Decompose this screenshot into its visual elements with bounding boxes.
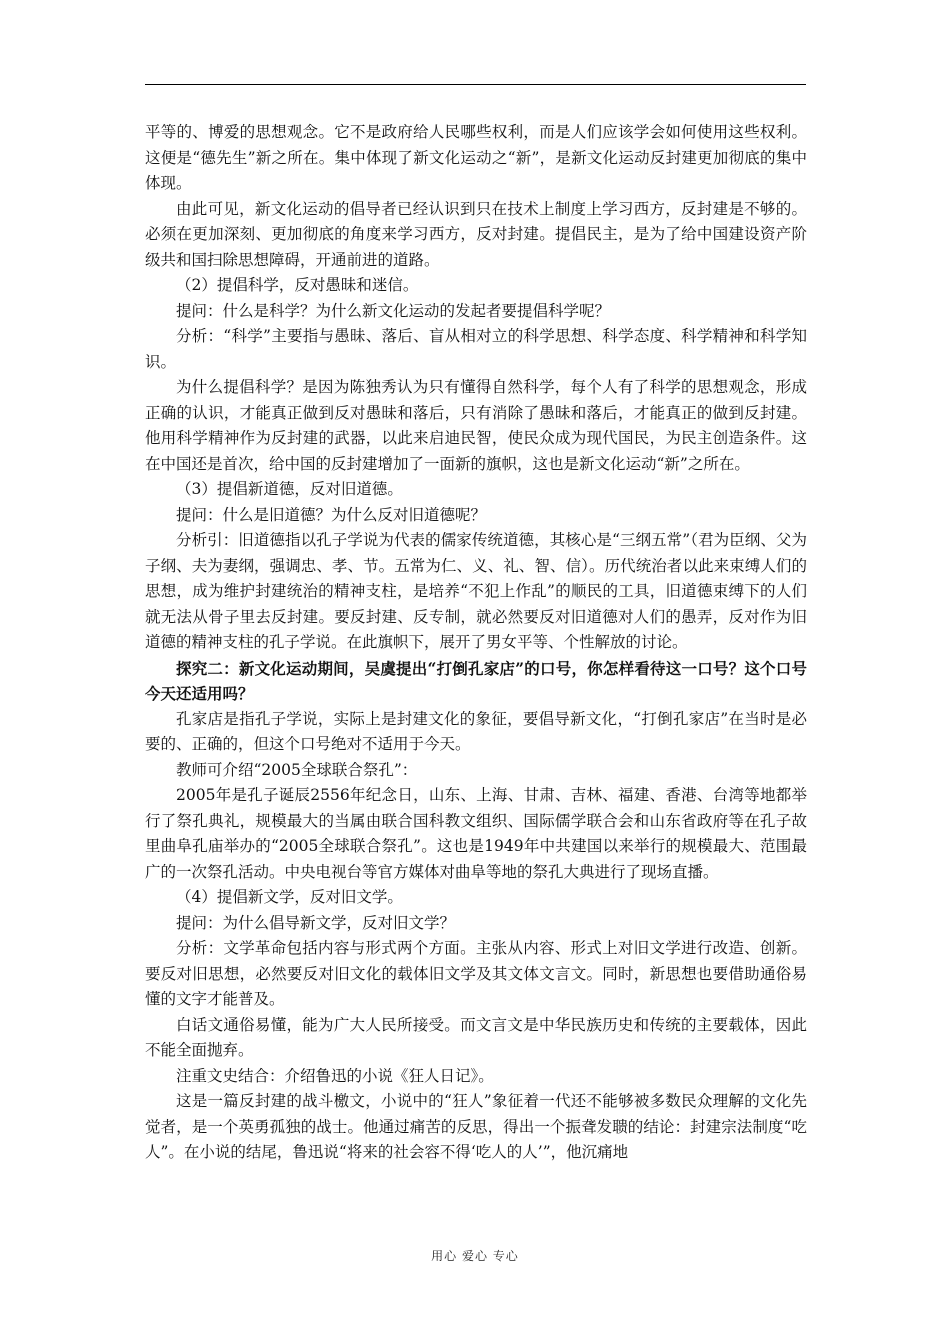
page-footer: 用心 爱心 专心 <box>431 1249 519 1263</box>
paragraph: 为什么提倡科学？是因为陈独秀认为只有懂得自然科学，每个人有了科学的思想观念，形成正确的认识，才能真正做到反对愚昧和落后，只有消除了愚昧和落后，才能真正的做到反封建。他用科学精神作为反封建的武器，以此来启迪民智，使民众成为现代国民，为民主创造条件。这在中国还是首次，给中国的反封建增加了一面新的旗帜，这也是新文化运动“新”之所在。 <box>145 378 807 473</box>
paragraph: 白话文通俗易懂，能为广大人民所接受。而文言文是中华民族历史和传统的主要载体，因此不能全面抛弃。 <box>145 1015 807 1059</box>
paragraph: 教师可介绍“2005全球联合祭孔”： <box>176 760 418 779</box>
question-paragraph: 提问：什么是旧道德？为什么反对旧道德呢？ <box>176 505 487 524</box>
header-rule <box>145 84 806 85</box>
inquiry-heading: 探究二：新文化运动期间，吴虞提出“打倒孔家店”的口号，你怎样看待这一口号？这个口号今天还适用吗？ <box>145 658 807 703</box>
paragraph: 这是一篇反封建的战斗檄文，小说中的“狂人”象征着一代还不能够被多数民众理解的文化先觉者，是一个英勇孤独的战士。他通过痛苦的反思，得出一个振聋发聩的结论：封建宗法制度“吃人”。在小说的结尾，鲁迅说“将来的社会容不得‘吃人的人’”，他沉痛地 <box>145 1092 807 1161</box>
analysis-paragraph: 分析：“科学”主要指与愚昧、落后、盲从相对立的科学思想、科学态度、科学精神和科学知识。 <box>145 327 807 371</box>
body-text <box>145 120 807 1166</box>
paragraph: 2005年是孔子诞辰2556年纪念日，山东、上海、甘肃、吉林、福建、香港、台湾等地都举行了祭孔典礼，规模最大的当属由联合国科教文组织、国际儒学联合会和山东省政府等在孔子故里曲阜孔庙举办的“2005全球联合祭孔”。这也是1949年中共建国以来举行的规模最大、范围最广的一次祭孔活动。中央电视台等官方媒体对曲阜等地的祭孔大典进行了现场直播。 <box>145 786 807 881</box>
analysis-paragraph: 分析引：旧道德指以孔子学说为代表的儒家传统道德，其核心是“三纲五常”（君为臣纲、父为子纲、夫为妻纲，强调忠、孝、节。五常为仁、义、礼、智、信）。历代统治者以此来束缚人们的思想，成为维护封建统治的精神支柱，是培养“不犯上作乱”的顺民的工具，旧道德束缚下的人们就无法从骨子里去反封建。要反封建、反专制，就必然要反对旧道德对人们的愚弄，反对作为旧道德的精神支柱的孔子学说。在此旗帜下，展开了男女平等、个性解放的讨论。 <box>145 531 807 651</box>
paragraph: 注重文史结合：介绍鲁迅的小说《狂人日记》。 <box>176 1066 494 1085</box>
section-heading: （3）提倡新道德，反对旧道德。 <box>176 480 403 498</box>
paragraph: 孔家店是指孔子学说，实际上是封建文化的象征，要倡导新文化，“打倒孔家店”在当时是必要的、正确的，但这个口号绝对不适用于今天。 <box>145 709 807 753</box>
paragraph: 由此可见，新文化运动的倡导者已经认识到只在技术上制度上学习西方，反封建是不够的。必须在更加深刻、更加彻底的角度来学习西方，反对封建。提倡民主，是为了给中国建设资产阶级共和国扫除思想障碍，开通前进的道路。 <box>145 199 807 269</box>
section-heading: （4）提倡新文学，反对旧文学。 <box>176 888 403 906</box>
paragraph: 平等的、博爱的思想观念。它不是政府给人民哪些权利，而是人们应该学会如何使用这些权利。这便是“德先生”新之所在。集中体现了新文化运动之“新”，是新文化运动反封建更加彻底的集中体现。 <box>145 123 807 192</box>
question-paragraph: 提问：为什么倡导新文学，反对旧文学？ <box>176 913 456 932</box>
question-paragraph: 提问：什么是科学？为什么新文化运动的发起者要提倡科学呢？ <box>176 301 611 320</box>
section-heading: （2）提倡科学，反对愚昧和迷信。 <box>176 276 419 294</box>
analysis-paragraph: 分析：文学革命包括内容与形式两个方面。主张从内容、形式上对旧文学进行改造、创新。要反对旧思想，必然要反对旧文化的载体旧文学及其文体文言文。同时，新思想也要借助通俗易懂的文字才能普及。 <box>145 939 807 1008</box>
